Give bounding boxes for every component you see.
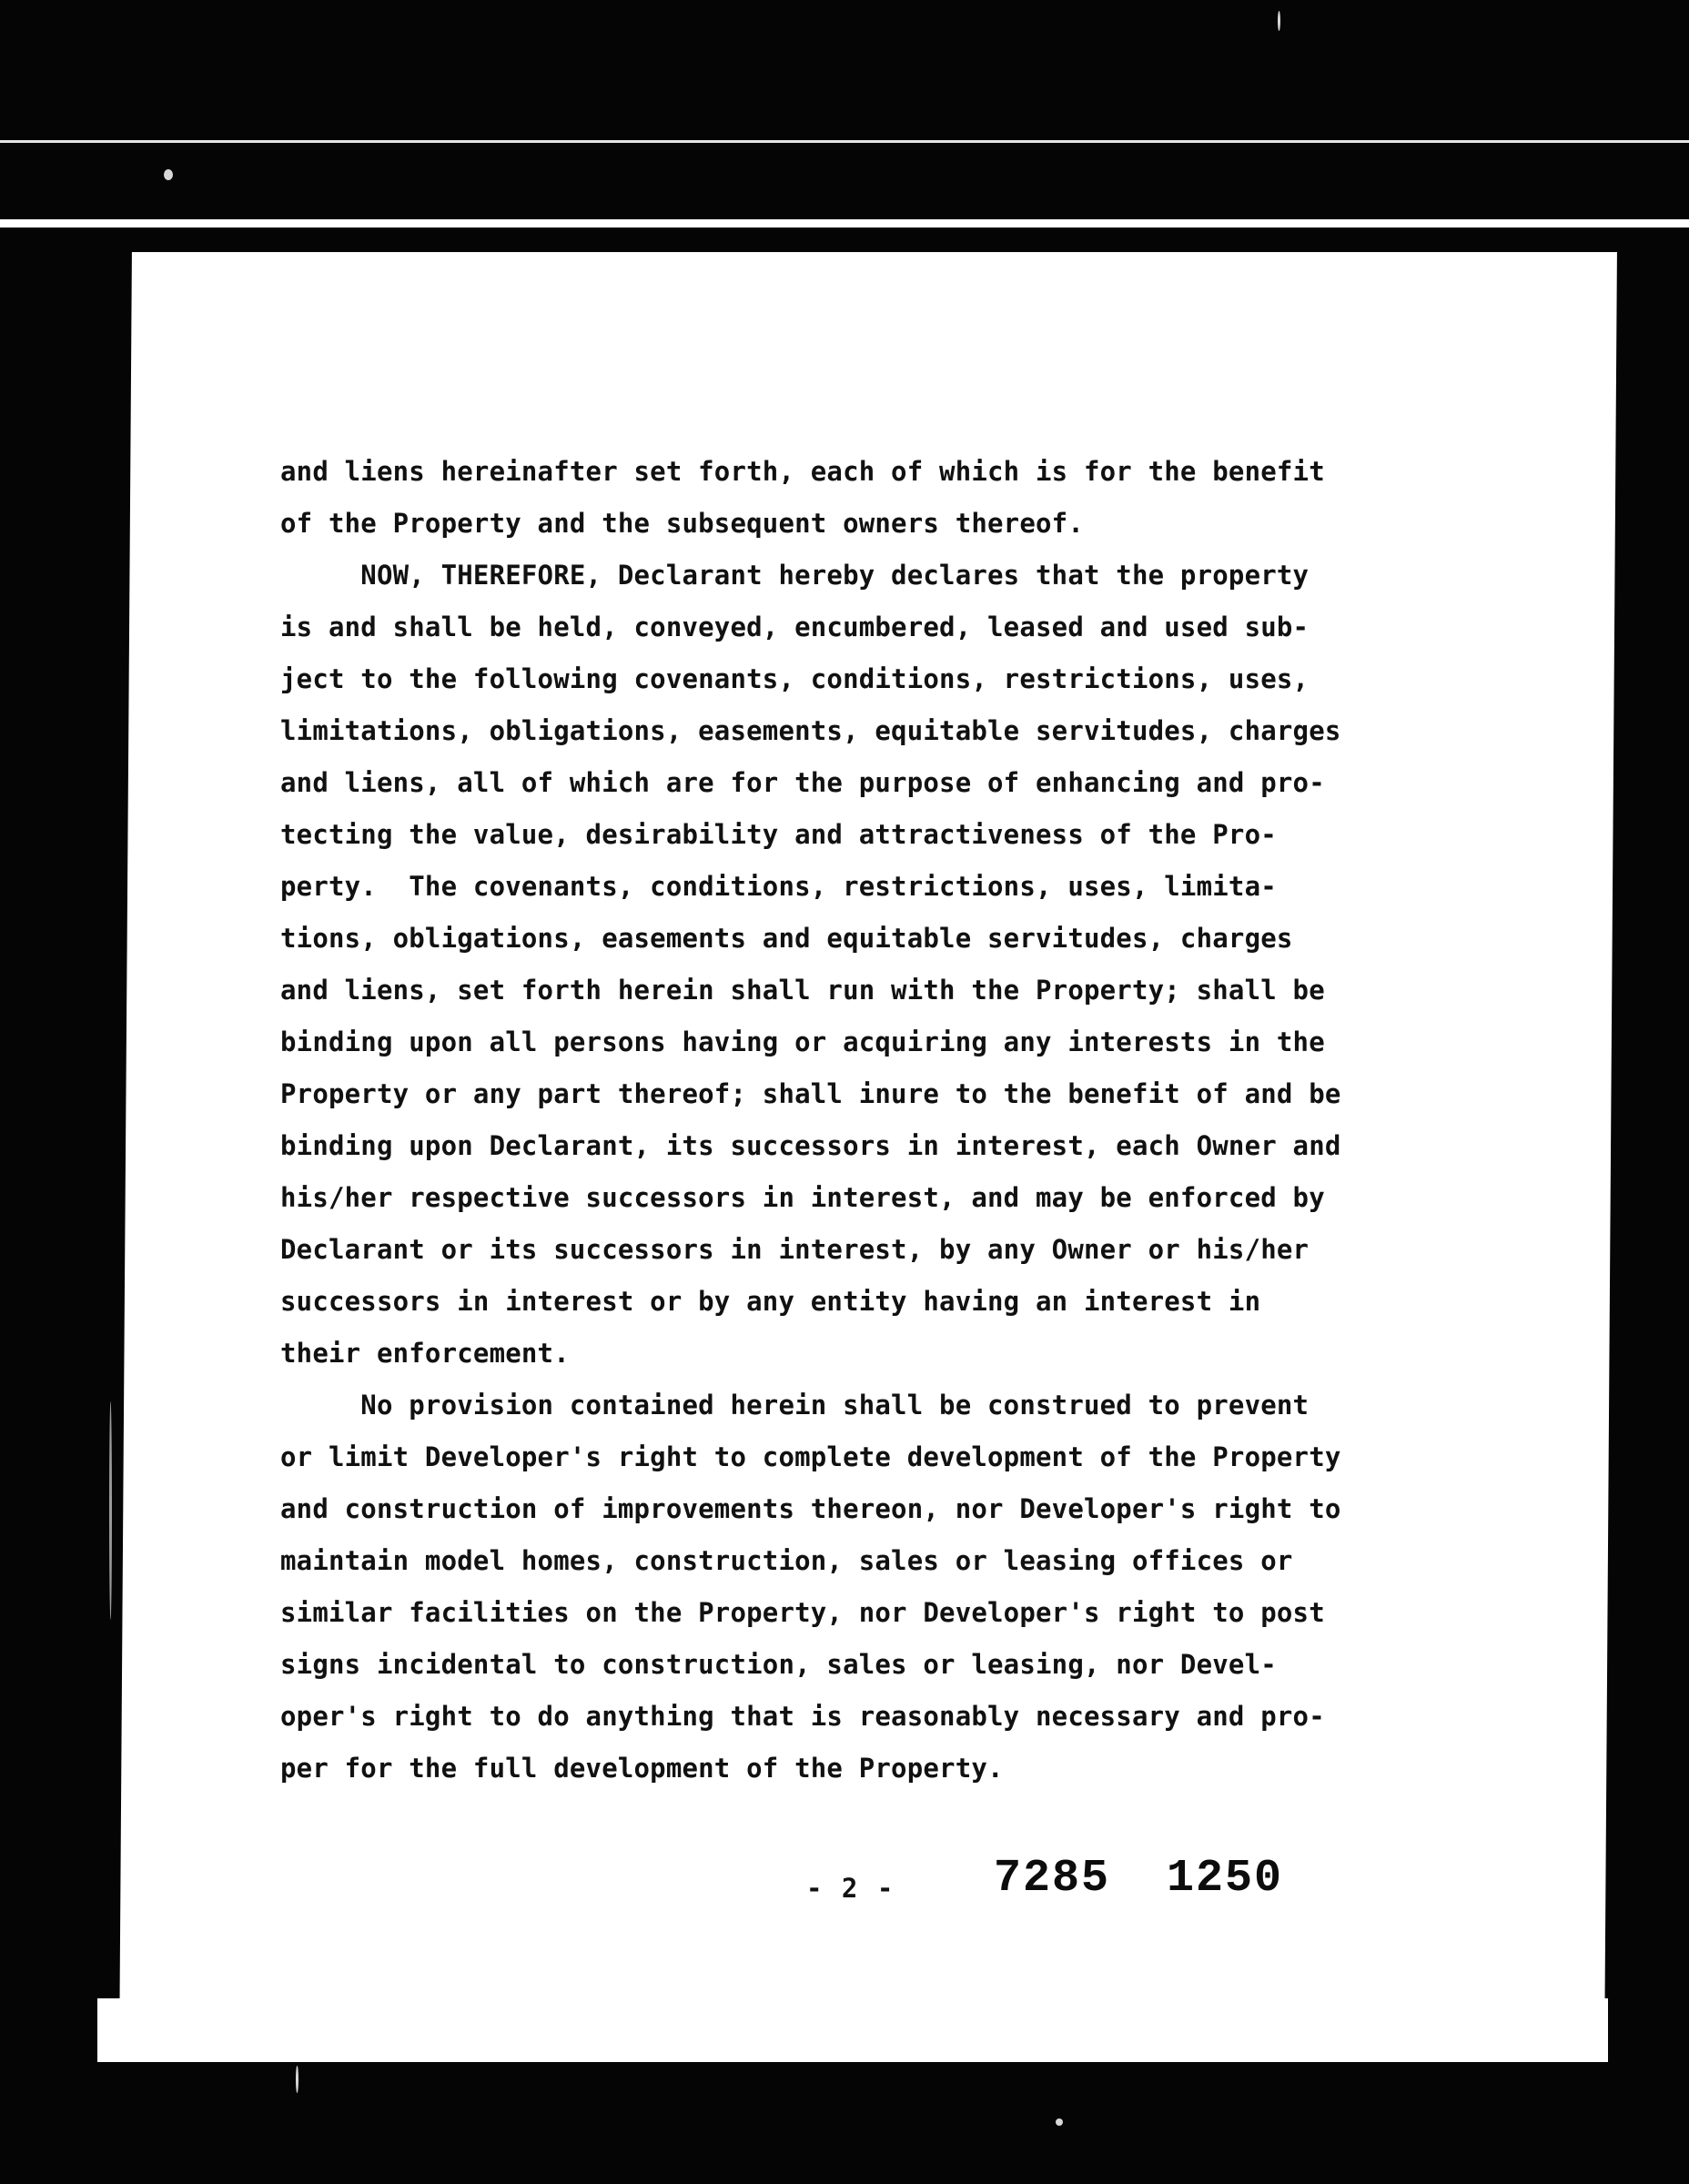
text-line: maintain model homes, construction, sales or leasing offices or: [280, 1545, 1293, 1576]
text-line: similar facilities on the Property, nor Developer's right to post: [280, 1597, 1325, 1628]
text-line: and construction of improvements thereon, nor Developer's right to: [280, 1493, 1341, 1524]
text-line: and liens, set forth herein shall run with the Property; shall be: [280, 975, 1325, 1006]
paragraph-1: [280, 446, 1463, 550]
text-line: binding upon all persons having or acquiring any interests in the: [280, 1026, 1325, 1057]
text-line: is and shall be held, conveyed, encumbered, leased and used sub-: [280, 612, 1310, 642]
text-line: or limit Developer's right to complete development of the Property: [280, 1441, 1341, 1472]
scan-speck: [1056, 2118, 1063, 2126]
text-line: and liens, all of which are for the purpose of enhancing and pro-: [280, 767, 1325, 798]
text-line: of the Property and the subsequent owners thereof.: [280, 508, 1084, 539]
document-page-bottom: [97, 1998, 1608, 2062]
text-line: tions, obligations, easements and equitable servitudes, charges: [280, 923, 1293, 954]
text-line: successors in interest or by any entity having an interest in: [280, 1286, 1261, 1317]
reference-number: 7285 1250: [994, 1853, 1284, 1905]
text-line: Property or any part thereof; shall inure to the benefit of and be: [280, 1078, 1341, 1109]
text-line: perty. The covenants, conditions, restrictions, uses, limita-: [280, 871, 1277, 902]
text-line: Declarant or its successors in interest, by any Owner or his/her: [280, 1234, 1310, 1265]
page-number: - 2 -: [806, 1873, 895, 1904]
scan-speck: [1278, 11, 1280, 31]
text-line: per for the full development of the Property.: [280, 1753, 1004, 1784]
text-line: his/her respective successors in interest, and may be enforced by: [280, 1182, 1325, 1213]
text-line: tecting the value, desirability and attractiveness of the Pro-: [280, 819, 1277, 850]
text-line: ject to the following covenants, conditions, restrictions, uses,: [280, 663, 1310, 694]
document-body: [280, 446, 1463, 1795]
text-line: NOW, THEREFORE, Declarant hereby declares that the property: [280, 560, 1310, 591]
text-line: their enforcement.: [280, 1338, 570, 1369]
paragraph-3: [280, 1380, 1463, 1795]
scan-edge-line: [0, 219, 1689, 228]
text-line: oper's right to do anything that is reasonably necessary and pro-: [280, 1701, 1325, 1732]
text-line: signs incidental to construction, sales or leasing, nor Devel-: [280, 1649, 1277, 1680]
text-line: limitations, obligations, easements, equitable servitudes, charges: [280, 715, 1341, 746]
scan-speck: [164, 169, 173, 180]
scan-speck: [109, 1401, 112, 1620]
text-line: binding upon Declarant, its successors in interest, each Owner and: [280, 1130, 1341, 1161]
text-line: and liens hereinafter set forth, each of which is for the benefit: [280, 456, 1325, 487]
scan-speck: [296, 2066, 298, 2093]
scan-edge-line: [0, 140, 1689, 143]
paragraph-2: [280, 550, 1463, 1380]
text-line: No provision contained herein shall be construed to prevent: [280, 1390, 1310, 1421]
